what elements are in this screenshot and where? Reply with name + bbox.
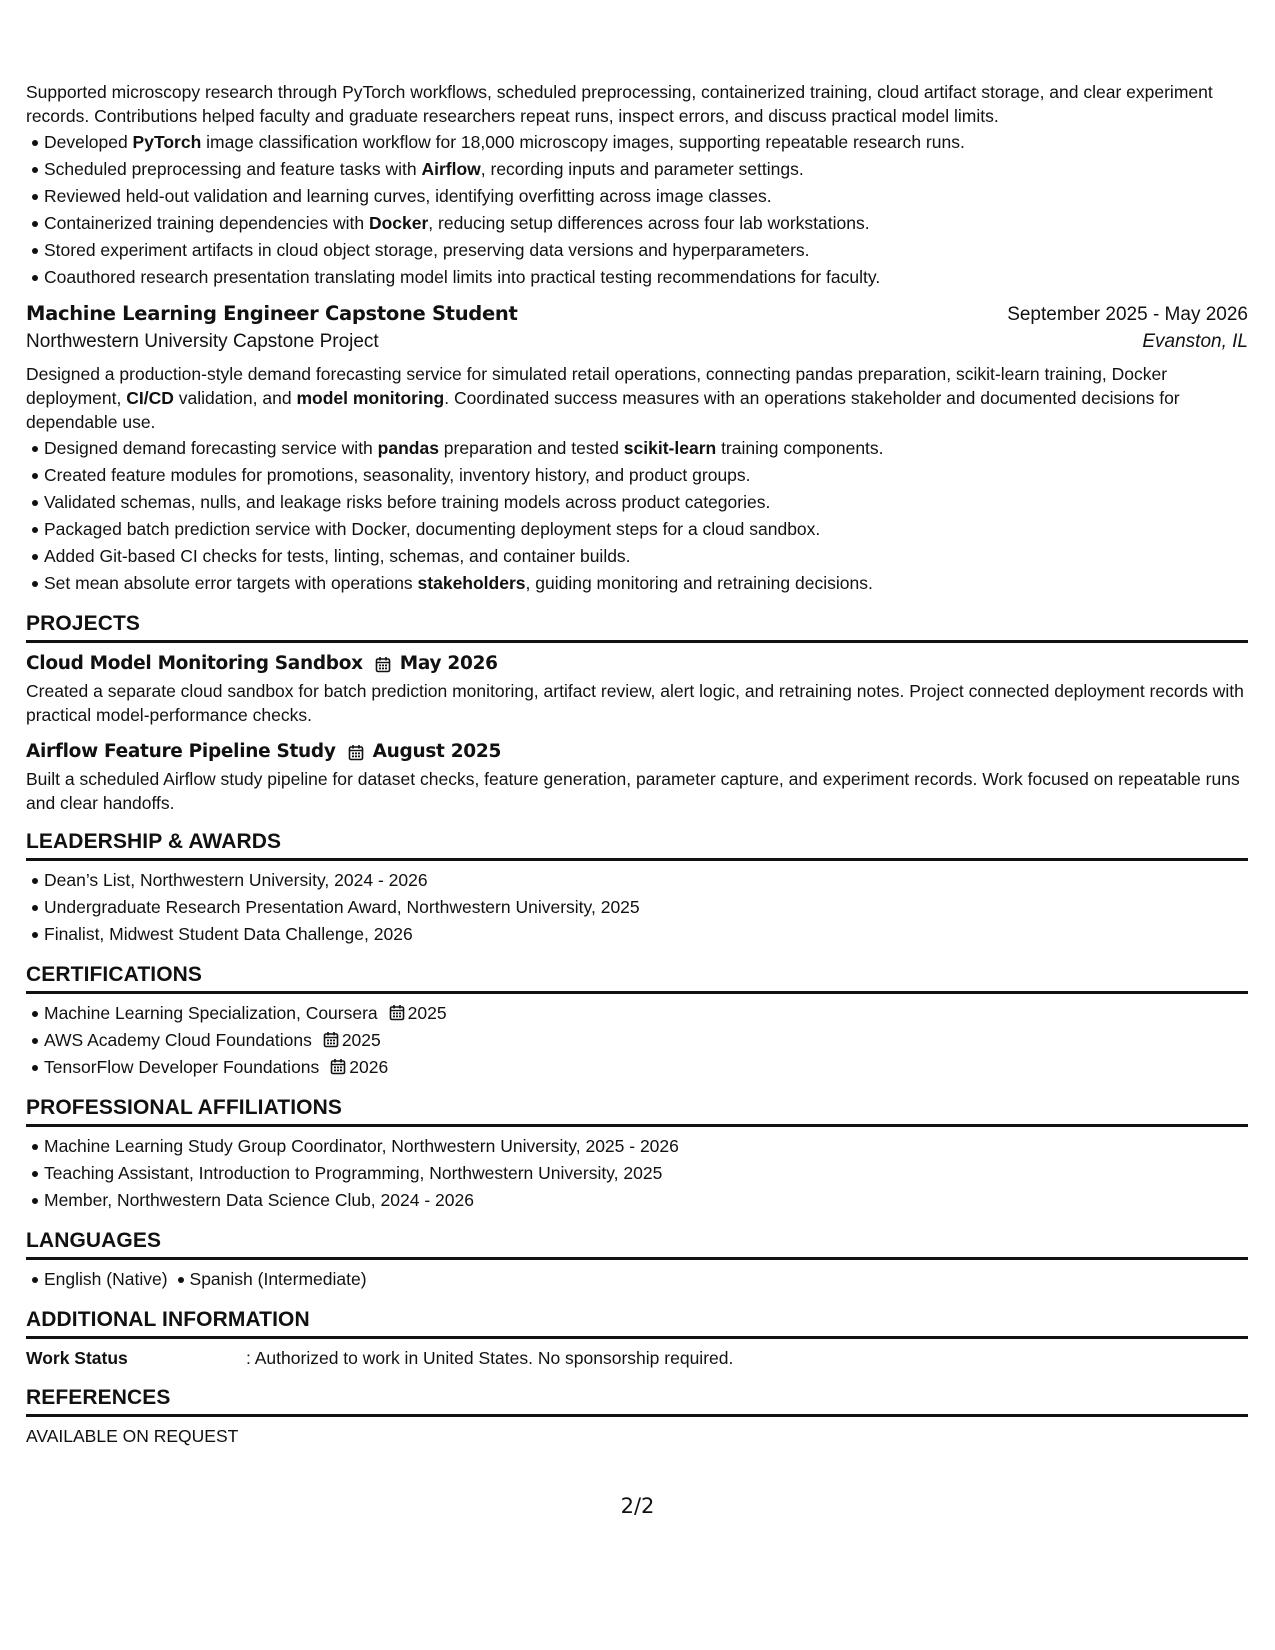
languages-section xyxy=(26,1228,1248,1293)
job-organization: Northwestern University Capstone Project xyxy=(26,331,379,352)
section-heading: LANGUAGES xyxy=(26,1228,1248,1260)
job-location: Evanston, IL xyxy=(1142,331,1248,352)
list-item: Packaged batch prediction service with Docker, documenting deployment steps for a cloud sandbox. xyxy=(44,516,1248,543)
list-item xyxy=(44,1054,1248,1081)
affiliations-section xyxy=(26,1095,1248,1214)
list-item: Member, Northwestern Data Science Club, 2024 - 2026 xyxy=(44,1187,1248,1214)
list-item: Stored experiment artifacts in cloud object storage, preserving data versions and hyperparameters. xyxy=(44,237,1248,264)
projects-section xyxy=(26,611,1248,815)
references-text: AVAILABLE ON REQUEST xyxy=(26,1426,239,1446)
certification-year: 2026 xyxy=(349,1057,389,1077)
list-item: Developed PyTorch image classification workflow for 18,000 microscopy images, supporting repeatable research runs. xyxy=(44,129,1248,156)
list-item: Created feature modules for promotions, seasonality, inventory history, and product groups. xyxy=(44,462,1248,489)
list-item: Machine Learning Study Group Coordinator, Northwestern University, 2025 - 2026 xyxy=(44,1133,1248,1160)
certifications-section xyxy=(26,962,1248,1081)
certification-year: 2025 xyxy=(341,1030,381,1050)
certification-name: TensorFlow Developer Foundations xyxy=(44,1057,320,1077)
certification-name: AWS Academy Cloud Foundations xyxy=(44,1030,312,1050)
list-item: Finalist, Midwest Student Data Challenge, 2026 xyxy=(44,921,1248,948)
list-item: Coauthored research presentation translating model limits into practical testing recommendations for faculty. xyxy=(44,264,1248,291)
experience-bullets xyxy=(26,435,1248,597)
list-item: Scheduled preprocessing and feature tasks with Airflow, recording inputs and parameter settings. xyxy=(44,156,1248,183)
section-heading: PROJECTS xyxy=(26,611,1248,643)
calendar-icon xyxy=(375,656,391,673)
page-number: 2/2 xyxy=(620,1494,655,1518)
list-item: Designed demand forecasting service with pandas preparation and tested scikit-learn training components. xyxy=(44,435,1248,462)
calendar-icon xyxy=(348,744,364,761)
list-item: Added Git-based CI checks for tests, linting, schemas, and container builds. xyxy=(44,543,1248,570)
work-status-value: : Authorized to work in United States. No sponsorship required. xyxy=(246,1348,734,1368)
project-date: May 2026 xyxy=(399,653,498,674)
certification-name: Machine Learning Specialization, Coursera xyxy=(44,1003,378,1023)
experience-entry-capstone xyxy=(26,302,1248,597)
list-item xyxy=(44,1027,1248,1054)
calendar-icon xyxy=(323,1031,339,1048)
list-item xyxy=(44,1000,1248,1027)
project-name: Airflow Feature Pipeline Study xyxy=(26,741,336,762)
language-item: English (Native) xyxy=(44,1266,168,1293)
references-section xyxy=(26,1385,1248,1449)
list-item: Containerized training dependencies with Docker, reducing setup differences across four lab workstations. xyxy=(44,210,1248,237)
project-entry xyxy=(26,649,1248,727)
list-item: Dean’s List, Northwestern University, 2024 - 2026 xyxy=(44,867,1248,894)
leadership-section xyxy=(26,829,1248,948)
section-heading: ADDITIONAL INFORMATION xyxy=(26,1307,1248,1339)
section-heading: CERTIFICATIONS xyxy=(26,962,1248,994)
work-status-label: Work Status xyxy=(26,1348,128,1368)
resume-page xyxy=(26,80,1248,1449)
project-description: Built a scheduled Airflow study pipeline for dataset checks, feature generation, parameter capture, and experiment records. Work focused on repeatable runs and clear handoffs. xyxy=(26,769,1240,813)
experience-bullets xyxy=(26,129,1248,291)
additional-info-section xyxy=(26,1307,1248,1371)
list-item: Set mean absolute error targets with operations stakeholders, guiding monitoring and retraining decisions. xyxy=(44,570,1248,597)
project-name: Cloud Model Monitoring Sandbox xyxy=(26,653,363,674)
project-date: August 2025 xyxy=(372,741,502,762)
experience-summary: Designed a production-style demand forecasting service for simulated retail operations, connecting pandas preparation, scikit-learn training, Docker deployment, CI/CD validation, and model monitoring. Coordinated success measures with an operations stakeholder and documented decisions for dependable use. xyxy=(26,364,1180,432)
project-description: Created a separate cloud sandbox for batch prediction monitoring, artifact review, alert logic, and retraining notes. Project connected deployment records with practical model-performance checks. xyxy=(26,681,1244,725)
experience-entry-research xyxy=(26,80,1248,291)
job-title: Machine Learning Engineer Capstone Student xyxy=(26,302,518,325)
calendar-icon xyxy=(389,1004,405,1021)
job-dates: September 2025 - May 2026 xyxy=(1007,304,1248,325)
list-item: Reviewed held-out validation and learning curves, identifying overfitting across image classes. xyxy=(44,183,1248,210)
certification-year: 2025 xyxy=(407,1003,447,1023)
calendar-icon xyxy=(330,1058,346,1075)
language-item: Spanish (Intermediate) xyxy=(190,1266,367,1293)
experience-summary: Supported microscopy research through PyTorch workflows, scheduled preprocessing, containerized training, cloud artifact storage, and clear experiment records. Contributions helped faculty and graduate researchers repeat runs, inspect errors, and discuss practical model limits. xyxy=(26,82,1213,126)
section-heading: PROFESSIONAL AFFILIATIONS xyxy=(26,1095,1248,1127)
list-item: Undergraduate Research Presentation Award, Northwestern University, 2025 xyxy=(44,894,1248,921)
section-heading: REFERENCES xyxy=(26,1385,1248,1417)
section-heading: LEADERSHIP & AWARDS xyxy=(26,829,1248,861)
project-entry xyxy=(26,737,1248,815)
list-item: Validated schemas, nulls, and leakage risks before training models across product categories. xyxy=(44,489,1248,516)
list-item: Teaching Assistant, Introduction to Programming, Northwestern University, 2025 xyxy=(44,1160,1248,1187)
